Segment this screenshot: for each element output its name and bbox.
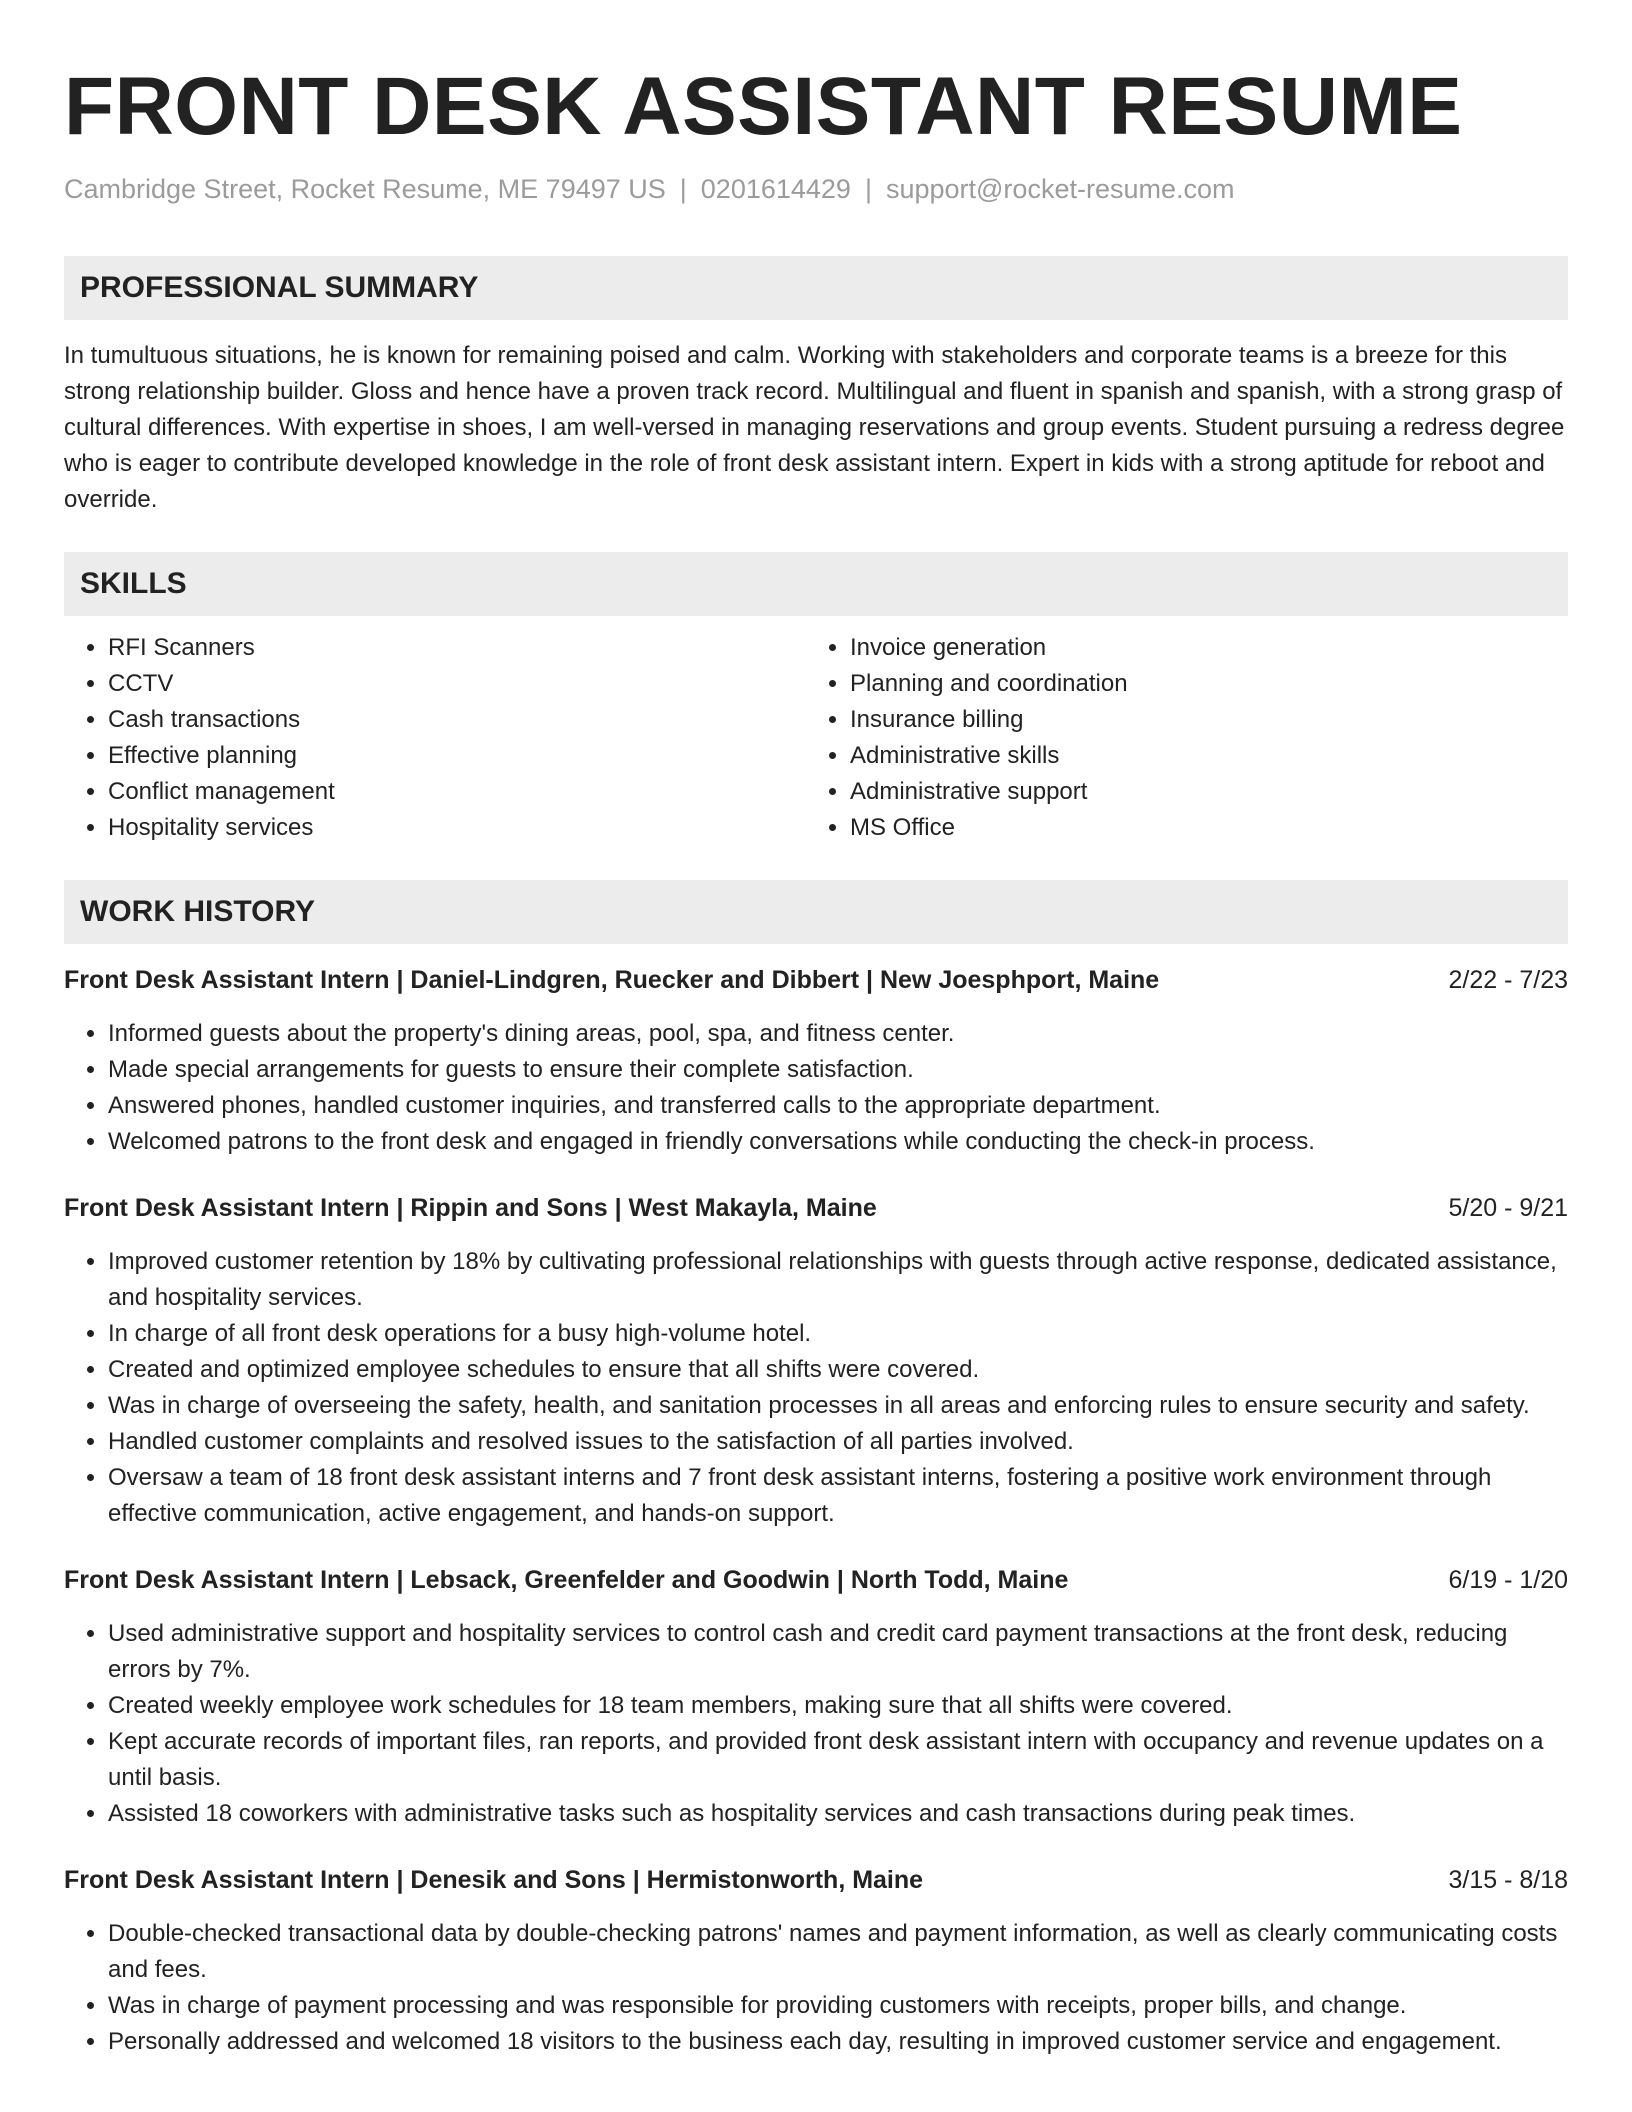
skill-item: • MS Office <box>850 810 1548 846</box>
summary-heading: PROFESSIONAL SUMMARY <box>64 256 1568 320</box>
skill-item: • Cash transactions <box>108 702 806 738</box>
contact-separator: | <box>864 174 872 204</box>
job-bullet: • Welcomed patrons to the front desk and engaged in friendly conversations while conducting the check-in process. <box>108 1124 1568 1160</box>
skill-item: • Insurance billing <box>850 702 1548 738</box>
job-bullet: • Personally addressed and welcomed 18 visitors to the business each day, resulting in improved customer service and engagement. <box>108 2024 1568 2060</box>
job-bullet: • Oversaw a team of 18 front desk assistant interns and 7 front desk assistant interns, fostering a positive work environment through effective communication, active engagement, and hands-on support. <box>108 1460 1568 1532</box>
skill-item: • CCTV <box>108 666 806 702</box>
work-history-heading: WORK HISTORY <box>64 880 1568 944</box>
job-bullet: • In charge of all front desk operations for a busy high-volume hotel. <box>108 1316 1568 1352</box>
contact-line <box>64 174 1568 205</box>
skill-item: • RFI Scanners <box>108 630 806 666</box>
skills-list-left <box>64 630 806 846</box>
job-title: Front Desk Assistant Intern | Rippin and Sons | West Makayla, Maine <box>64 1194 877 1222</box>
job-dates: 2/22 - 7/23 <box>1448 966 1568 994</box>
job-header <box>64 1562 1568 1598</box>
contact-address: Cambridge Street, Rocket Resume, ME 79497 US <box>64 174 666 204</box>
job-dates: 6/19 - 1/20 <box>1448 1566 1568 1594</box>
summary-text: In tumultuous situations, he is known for remaining poised and calm. Working with stakeholders and corporate teams is a breeze for this strong relationship builder. Gloss and hence have a proven track record. Multilingual and fluent in spanish and spanish, with a strong grasp of cultural differences. With expertise in shoes, I am well-versed in managing reservations and group events. Student pursuing a redress degree who is eager to contribute developed knowledge in the role of front desk assistant intern. Expert in kids with a strong aptitude for reboot and override. <box>64 342 1565 513</box>
job-bullet: • Answered phones, handled customer inquiries, and transferred calls to the appropriate department. <box>108 1088 1568 1124</box>
skill-item: • Effective planning <box>108 738 806 774</box>
job-title: Front Desk Assistant Intern | Lebsack, Greenfelder and Goodwin | North Todd, Maine <box>64 1566 1069 1594</box>
job-bullet: • Created weekly employee work schedules for 18 team members, making sure that all shifts were covered. <box>108 1688 1568 1724</box>
job-header <box>64 1862 1568 1898</box>
skill-item: • Conflict management <box>108 774 806 810</box>
skills-heading: SKILLS <box>64 552 1568 616</box>
job-dates: 3/15 - 8/18 <box>1448 1866 1568 1894</box>
job-bullet: • Created and optimized employee schedules to ensure that all shifts were covered. <box>108 1352 1568 1388</box>
job-bullet: • Kept accurate records of important files, ran reports, and provided front desk assistant intern with occupancy and revenue updates on a until basis. <box>108 1724 1568 1796</box>
skill-item: • Administrative skills <box>850 738 1548 774</box>
job-dates: 5/20 - 9/21 <box>1448 1194 1568 1222</box>
job-bullet: • Improved customer retention by 18% by cultivating professional relationships with guests through active response, dedicated assistance, and hospitality services. <box>108 1244 1568 1316</box>
skills-list-right <box>806 630 1548 846</box>
job-entry <box>64 1862 1568 2060</box>
job-bullet-list <box>64 1616 1568 1832</box>
skill-item: • Administrative support <box>850 774 1548 810</box>
skill-item: • Planning and coordination <box>850 666 1548 702</box>
job-bullet: • Assisted 18 coworkers with administrative tasks such as hospitality services and cash transactions during peak times. <box>108 1796 1568 1832</box>
job-bullet-list <box>64 1916 1568 2060</box>
job-bullet-list <box>64 1244 1568 1532</box>
job-bullet-list <box>64 1016 1568 1160</box>
job-entry <box>64 1562 1568 1832</box>
skill-item: • Invoice generation <box>850 630 1548 666</box>
job-title: Front Desk Assistant Intern | Daniel-Lindgren, Ruecker and Dibbert | New Joesphport, Maine <box>64 966 1160 994</box>
resume-title: FRONT DESK ASSISTANT RESUME <box>64 61 1463 152</box>
skills-grid <box>64 630 1568 846</box>
job-bullet: • Was in charge of overseeing the safety, health, and sanitation processes in all areas and enforcing rules to ensure security and safety. <box>108 1388 1568 1424</box>
contact-phone: 0201614429 <box>700 174 851 204</box>
contact-separator: | <box>679 174 687 204</box>
job-header <box>64 1190 1568 1226</box>
job-entry <box>64 962 1568 1160</box>
skill-item: • Hospitality services <box>108 810 806 846</box>
job-bullet: • Informed guests about the property's dining areas, pool, spa, and fitness center. <box>108 1016 1568 1052</box>
job-bullet: • Handled customer complaints and resolved issues to the satisfaction of all parties involved. <box>108 1424 1568 1460</box>
job-bullet: • Made special arrangements for guests to ensure their complete satisfaction. <box>108 1052 1568 1088</box>
job-bullet: • Was in charge of payment processing and was responsible for providing customers with receipts, proper bills, and change. <box>108 1988 1568 2024</box>
job-header <box>64 962 1568 998</box>
job-title: Front Desk Assistant Intern | Denesik and Sons | Hermistonworth, Maine <box>64 1866 924 1894</box>
job-entry <box>64 1190 1568 1532</box>
contact-email: support@rocket-resume.com <box>885 174 1235 204</box>
job-bullet: • Used administrative support and hospitality services to control cash and credit card payment transactions at the front desk, reducing errors by 7%. <box>108 1616 1568 1688</box>
job-bullet: • Double-checked transactional data by double-checking patrons' names and payment information, as well as clearly communicating costs and fees. <box>108 1916 1568 1988</box>
